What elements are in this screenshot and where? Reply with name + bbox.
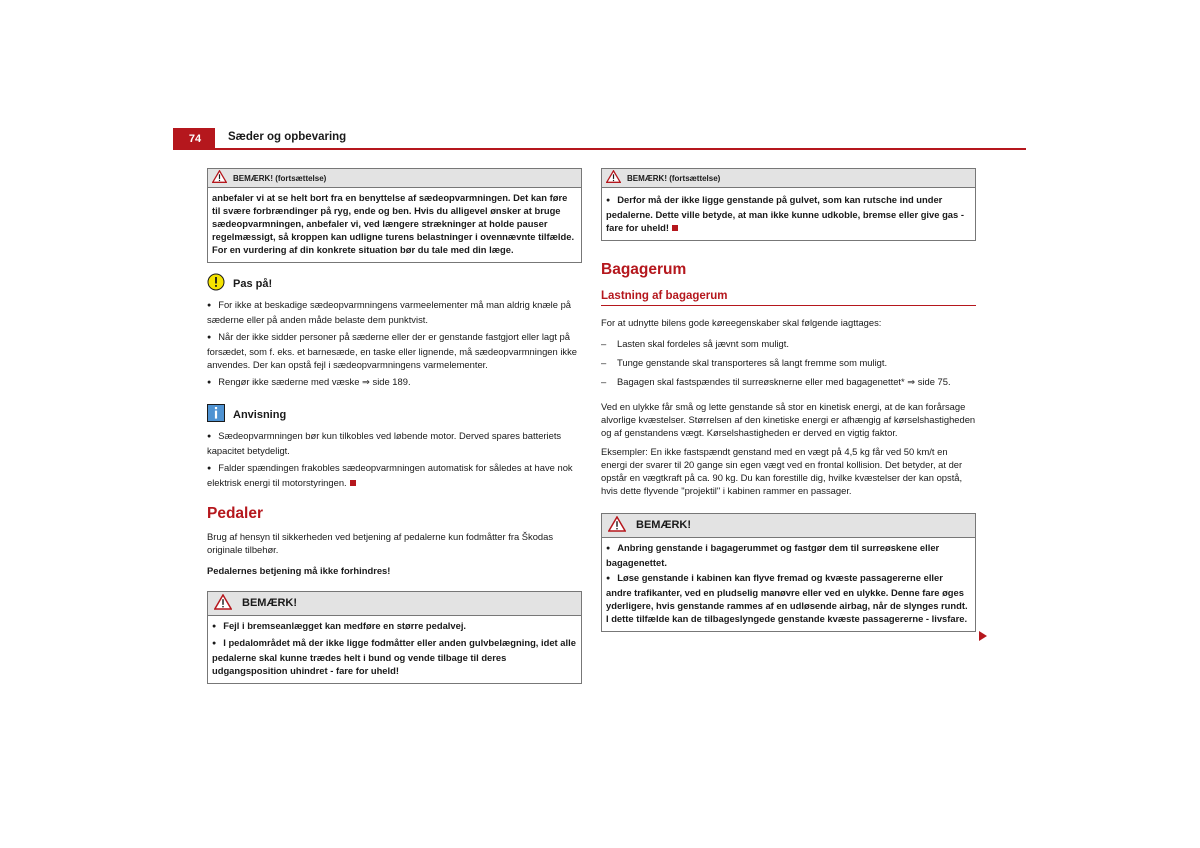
warning-body: [208, 616, 581, 683]
list-item: ● Anbring genstande i bagagerummet og fastgør dem til surreøskene eller bagagenettet.: [606, 541, 971, 569]
section-heading-bagagerum: Bagagerum: [601, 261, 687, 278]
warning-header: [208, 592, 581, 616]
list-item: ● For ikke at beskadige sædeopvarmningens varmeelementer må man aldrig knæle på sæderne eller på anden måde belaste dem punktvist.: [207, 298, 582, 326]
warning-triangle-icon: [608, 516, 626, 536]
chapter-title: Sæder og opbevaring: [228, 131, 347, 143]
warning-continued-box: [601, 168, 976, 241]
end-square-icon: [350, 480, 356, 486]
list-item: [207, 461, 582, 489]
list-item-text: Falder spændingen frakobles sædeopvarmningen automatisk for således at have nok elektrisk energi til motorstyringen.: [207, 462, 573, 488]
bagagerum-paragraph: Ved en ulykke får små og lette genstande så stor en kinetisk energi, at de kan forårsage alvorlige kvæstelser. Størrelsen af den kinetiske energi er afhængig af kørselshastigheden og af genstandens vægt. Kørselshastigheden er derved en vigtig faktor.: [601, 401, 976, 438]
list-item-text: Lasten skal fordeles så jævnt som muligt.: [617, 338, 789, 349]
list-item: ● Løse genstande i kabinen kan flyve fremad og kvæste passagererne eller andre trafikanter, ved en pludselig manøvre eller ved en ulykke. Denne fare øges yderligere, hvis genstande rammes af en udløsende airbag, når de slynges rundt. I dette tilfælde kan de tilbageslyngede genstande kvæste passagererne - livsfare.: [606, 571, 971, 625]
page-number: 74: [173, 128, 215, 150]
header-rule: [173, 148, 1026, 150]
left-column: [207, 168, 582, 694]
notice-heading: [207, 404, 582, 426]
warning-triangle-icon: [212, 170, 227, 187]
warning-title: BEMÆRK!: [242, 597, 297, 609]
list-item: – Bagagen skal fastspændes til surreøsknerne eller med bagagenettet* ⇒ side 75.: [601, 376, 951, 387]
section-heading-pedaler: Pedaler: [207, 505, 264, 522]
caution-heading: [207, 273, 582, 295]
list-item: – Lasten skal fordeles så jævnt som muligt.: [601, 338, 789, 349]
warning-header: [602, 169, 975, 188]
warning-title: BEMÆRK! (fortsættelse): [233, 173, 327, 183]
list-item: – Tunge genstande skal transporteres så langt fremme som muligt.: [601, 357, 888, 368]
notice-title: Anvisning: [233, 408, 287, 421]
subsection-heading: Lastning af bagagerum: [601, 290, 976, 306]
list-item: [606, 193, 971, 234]
warning-body: [602, 538, 975, 631]
bagagerum-intro: For at udnytte bilens gode køreegenskaber skal følgende iagttages:: [601, 317, 882, 328]
subsection-header: [601, 290, 976, 306]
page-header: [173, 128, 1026, 150]
bagagerum-paragraph: Eksempler: En ikke fastspændt genstand med en vægt på 4,5 kg får ved 50 km/t en energi der svarer til 20 gange sin egen vægt ved en frontal kollision. Det betyder, at der opstår en vægtkraft på ca. 90 kg. Du kan forestille dig, hvilke kvæstelser der kan opstå, hvis dette flyvende "projektil" i kabinen rammer en passager.: [601, 446, 963, 496]
exclamation-circle-icon: [207, 273, 225, 295]
pedaler-warning-box: [207, 591, 582, 684]
list-item-text: Tunge genstande skal transporteres så langt fremme som muligt.: [617, 357, 888, 368]
pedaler-bold-note: Pedalernes betjening må ikke forhindres!: [207, 565, 391, 576]
warning-continued-box: [207, 168, 582, 263]
warning-header: [208, 169, 581, 188]
caution-title: Pas på!: [233, 277, 273, 290]
warning-triangle-icon: [606, 170, 621, 187]
list-item-text: Bagagen skal fastspændes til surreøsknerne eller med bagagenettet* ⇒ side 75.: [617, 376, 951, 387]
warning-body: [208, 188, 581, 262]
warning-text: anbefaler vi at se helt bort fra en benyttelse af sædeopvarmningen. Det kan føre til svære forbrændinger på ryg, ende og ben. Hvis du alligevel ønsker at bruge sædeopvarmningen, anbefaler vi, ved længere strækninger at holde pauser regelmæssigt, så kroppen kan udligne turens belastninger i ovennævnte tilfælde. For en vurdering af din konkrete situation bør du tale med din læge.: [212, 192, 575, 255]
list-item: ● Rengør ikke sæderne med væske ⇒ side 189.: [207, 375, 582, 390]
bagagerum-warning-box: [601, 513, 976, 632]
list-item: ● I pedalområdet må der ikke ligge fodmåtter eller anden gulvbelægning, idet alle pedalerne skal kunne trædes helt i bund og vende tilbage til deres udgangsposition uhindret - fare for uheld!: [212, 636, 577, 677]
right-column: [601, 168, 976, 642]
pedaler-intro: Brug af hensyn til sikkerheden ved betjening af pedalerne kun fodmåtter fra Škodas originale tilbehør.: [207, 531, 554, 555]
warning-title: BEMÆRK!: [636, 519, 691, 531]
warning-header: [602, 514, 975, 538]
info-icon: [207, 404, 225, 426]
end-square-icon: [672, 225, 678, 231]
list-item: ● Sædeopvarmningen bør kun tilkobles ved løbende motor. Derved spares batteriets kapacitet betydeligt.: [207, 429, 582, 457]
continue-arrow-icon: [978, 629, 988, 647]
warning-body: [602, 188, 975, 240]
warning-title: BEMÆRK! (fortsættelse): [627, 173, 721, 183]
list-item: ● Fejl i bremseanlægget kan medføre en større pedalvej.: [212, 619, 577, 634]
warning-triangle-icon: [214, 594, 232, 614]
list-item-text: Derfor må der ikke ligge genstande på gulvet, som kan rutsche ind under pedalerne. Dette ville betyde, at man ikke kunne udkoble, bremse eller give gas - fare for uheld!: [606, 194, 964, 233]
list-item: ● Når der ikke sidder personer på sæderne eller der er genstande fastgjort eller lagt på forsædet, som f. eks. et barnesæde, en taske eller lignende, må sædeopvarmningen ikke anvendes. Der kan opstå fejl i sædeopvarmningens varmelementer.: [207, 330, 582, 371]
